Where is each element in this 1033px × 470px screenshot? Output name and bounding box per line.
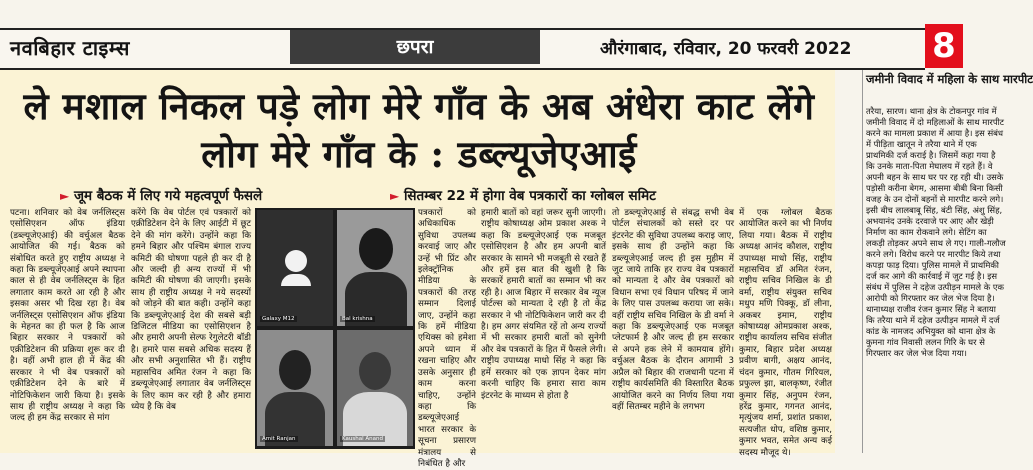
participant-name: Bal krishna xyxy=(342,316,373,322)
paper-name: नवबिहार टाइम्स xyxy=(10,36,130,60)
main-article xyxy=(0,70,835,469)
participant-tile xyxy=(257,210,333,326)
article-column-5: तो डब्ल्यूजेएआई से संबद्ध सभी वेब पोर्टल संचालकों को सस्ते दर पर इंटरनेट की सुविधा उपलब्ध कराइ जाए, इसके साथ ही उन्होंने कहा कि डब्ल्यूजेएआई जल्द ही इस मुहीम में जुट जाये ताकि हर राज्य वेब पत्रकारों को मान्यता दे और वेब पत्रकारों को विधान सभा एवं विधान परिषद में जाने के लिए पास उपलब्ध कराया जा सके। वहीं राष्ट्रीय सचिव निखिल के डी वर्मा ने कहा कि डब्ल्यूजेएआई एक मजबूत प्लेटफार्म है और जल्द ही हम सरकार से अपने हक लेने में कामयाब होंगे। वर्चुअल बैठक के दौरान आगामी 3 अप्रैल को बिहार की राजधानी पटना में राष्ट्रीय कार्यसमिति की विस्तारित बैठक आयोजित करने का निर्णय लिया गया वहीं सितम्बर महीने के लगभग xyxy=(612,208,734,412)
subhead-2 xyxy=(390,186,656,204)
participant-tile xyxy=(257,330,333,446)
participant-name: Amit Ranjan xyxy=(262,436,296,442)
sidebar-headline: जमीनी विवाद में महिला के साथ मारपीट xyxy=(866,72,1033,86)
arrow-icon: ► xyxy=(390,189,400,203)
section-tag: छपरा xyxy=(290,30,540,64)
masthead-strip xyxy=(0,28,925,70)
page-number: 8 xyxy=(925,24,963,68)
zoom-meeting-photo xyxy=(255,208,415,449)
subhead-text: सितम्बर 22 में होगा वेब पत्रकारों का ग्लोबल समिट xyxy=(403,188,656,204)
article-column-4: हमारी बातों को वहां जरूर सुनी जाएगी। राष्ट्रीय कोषाध्यक्ष ओम प्रकाश अश्क ने कहा कि डब्ल्यूजेएआई एक मजबूत एसोसिएशन है और हम अपनी बातें सरकार के सामने भी मजबूती से रखते हैं और हमें इस बात की खुशी है कि सरकारें हमारी बातों का सम्मान भी कर रही है। आज बिहार में सरकार वेब न्यूज पोर्टल्स को मान्यता दे रही है तो केंद्र सरकार ने भी नोटिफिकेशन जारी कर दी है। हम अगर संयमित रहें तो अन्य राज्यों में भी सरकार हमारी बातों को सुनेगी और वेब पत्रकारों के हित में फैसले लेगी। राष्ट्रीय उपाध्यक्ष माधो सिंह ने कहा कि हमें सरकार को एक ज्ञापन देकर मांग करनी चाहिए कि हमारा सारा काम इंटरनेट के माध्यम से होता है xyxy=(481,208,606,401)
article-column-6: में एक ग्लोबल बैठक आयोजित करने का भी निर्णय लिया गया। बैठक में राष्ट्रीय अध्यक्ष आनंद कौशल, राष्ट्रीय उपाध्यक्ष माधो सिंह, राष्ट्रीय महासचिव डॉ अमित रंजन, राष्ट्रीय सचिव निखिल के डी वर्मा, राष्ट्रीय संयुक्त सचिव मधुप मणि पिक्कू, डॉ लीना, अकबर इमाम, राष्ट्रीय कोषाध्यक्ष ओमप्रकाश अश्क, राष्ट्रीय कार्यालय सचिव संजीत कुमार, बिहार प्रदेश अध्यक्ष प्रवीण बागी, अक्षय आनंद, चंदन कुमार, गौतम गिरियल, प्रफुल्ल झा, बालकृष्ण, रंजीत कुमार सिंह, अनुपम रंजन, हरेंद्र कुमार, गगनत आनंद, मृत्युंजय शर्मा, प्रशांत प्रकाश, सत्यजीत धोप, वशिष्ठ कुमार, कुमार भवत, समेत अन्य कई सदस्य मौजूद थे। xyxy=(739,208,832,458)
arrow-icon: ► xyxy=(60,189,70,203)
column-divider xyxy=(862,70,863,453)
subhead-text: जूम बैठक में लिए गये महत्वपूर्ण फैसले xyxy=(73,188,263,204)
participant-name: Galaxy M12 xyxy=(262,316,295,322)
dateline: औरंगाबाद, रविवार, 20 फरवरी 2022 xyxy=(600,39,852,59)
participant-name: Kaushal Anand xyxy=(342,436,383,442)
article-column-1: पटना। शनिवार को वेब जर्नलिस्ट्स एसोसिएशन ऑफ इंडिया (डब्ल्यूजेएआई) की वर्चुअल बैठक आयोजित की गई। बैठक को संबोधित करते हुए राष्ट्रीय अध्यक्ष ने कहा कि डब्ल्यूजेएआई अपने स्थापना काल से ही वेब जर्नलिस्ट्स के हित लगातार काम करते आ रही है और इसका असर भी दिख रहा है। वेब जर्नलिस्ट्स एसोसिएशन ऑफ इंडिया के मेहनत का ही फल है कि आज बिहार सरकार ने पत्रकारों को एक्रीडिटेशन की प्रक्रिया शुरू कर दी है। वहीं अभी हाल ही में केंद्र की सरकार ने भी वेब पत्रकारों को एक्रीडिटेशन देने के बारे में नोटिफिकेशन जारी किया है। इसके साथ ही राष्ट्रीय अध्यक्ष ने कहा कि जल्द ही हम केंद्र सरकार से मांग xyxy=(10,208,125,424)
article-column-2: करेंगे कि वेब पोर्टल एवं पत्रकारों को एक्रीडिटेशन देने के लिए आईटी में छूट देने की मांग करेंगे। उन्होंने कहा कि हमने बिहार और पश्चिम बंगाल राज्य कमिटी की घोषणा पहले ही कर दी है और जल्दी ही अन्य राज्यों में भी कमिटी की घोषणा की जाएगी। इसके साथ ही राष्ट्रीय अध्यक्ष ने नये सदस्यों को जोड़ने की बात कही। उन्होंने कहा कि डब्ल्यूजेएआई देश की सबसे बड़ी डिजिटल मीडिया का एसोसिएशन है और हमारी अपनी सेल्फ रेगुलेटरी बॉडी है। हमारे पास सबसे अधिक सदस्य हैं और सभी अनुशासित भी हैं। राष्ट्रीय महासचिव अमित रंजन ने कहा कि डब्ल्यूजेएआई लगातार वेब जर्नलिस्ट्स के लिए काम कर रही है और हमारा ध्येय है कि वेब xyxy=(131,208,251,412)
participant-tile xyxy=(337,210,413,326)
person-head xyxy=(359,352,391,390)
person-head xyxy=(359,228,393,270)
sidebar-article xyxy=(838,70,1033,453)
participant-tile xyxy=(337,330,413,446)
article-column-3: पत्रकारों को अधिकाधिक सुविधा उपलब्ध करवाई जाए और उन्हें भी प्रिंट और इलेक्ट्रॉनिक मीडिया के पत्रकारों की तरह सम्मान दिलाई जाए, उन्होंने कहा कि हमें मीडिया एथिक्स को हमेशा अपने ध्यान में रखना चाहिए और उसके अनुसार ही काम करना चाहिए, उन्होंने कहा कि डब्ल्यूजेएआई भारत सरकार के सूचना प्रसारण मंत्रालय से निबंधित है और xyxy=(418,208,476,469)
person-head xyxy=(279,350,311,390)
article-headline: ले मशाल निकल पड़े लोग मेरे गाँव के अब अंधेरा काट लेंगे लोग मेरे गाँव के : डब्ल्यूजेएआई xyxy=(23,84,815,176)
user-avatar-icon xyxy=(285,250,307,272)
subhead-1 xyxy=(60,186,262,204)
sidebar-body: तरैया, सारण। थाना क्षेत्र के टोकनपुर गांव में जमीनी विवाद में दो महिलाओं के साथ मारपीट करने का मामला प्रकाश में आया है। इस संबंध में पीड़िता खातून ने तरैया थाने में एक प्राथमिकी दर्ज कराई है। जिसमें कहा गया है कि उनके माता-पिता मेघालय में रहते हैं। वे अपनी बहन के साथ घर पर रह रही थी। उसके पड़ोसी करीना बेगम, आसमा बीबी बिना किसी वजह के उन दोनों बहनों से मारपीट करने लगे। इसी बीच लालबाबू सिंह, बंटी सिंह, अंशु सिंह, अभयानंद उनके दरवाजे पर आए और खेड़ी निर्माण का काम रोकवाने लगे। सेटिंग का लकड़ी तोड़कर अपने साथ ले गए। गाली-गलौज करने लगे। विरोध करने पर मारपीट किये तथा कपड़ा फाड़ दिया। पुलिस मामले में प्राथमिकी दर्ज कर आगे की कार्रवाई में जुट गई है। इस संबंध में पुलिस ने दहेज उत्पीड़न मामले के एक आरोपी को गिरफ्तार कर जेल भेज दिया है। थानाध्यक्ष राजीव रंजन कुमार सिंह ने बताया कि तरैया थाने में दहेज उत्पीड़न मामले में दर्ज कांड के नामजद अभियुक्त को थाना क्षेत्र के कुमना गांव निवासी ललन गिरि के घर से गिरफ्तार कर जेल भेज दिया गया। xyxy=(866,106,1006,358)
